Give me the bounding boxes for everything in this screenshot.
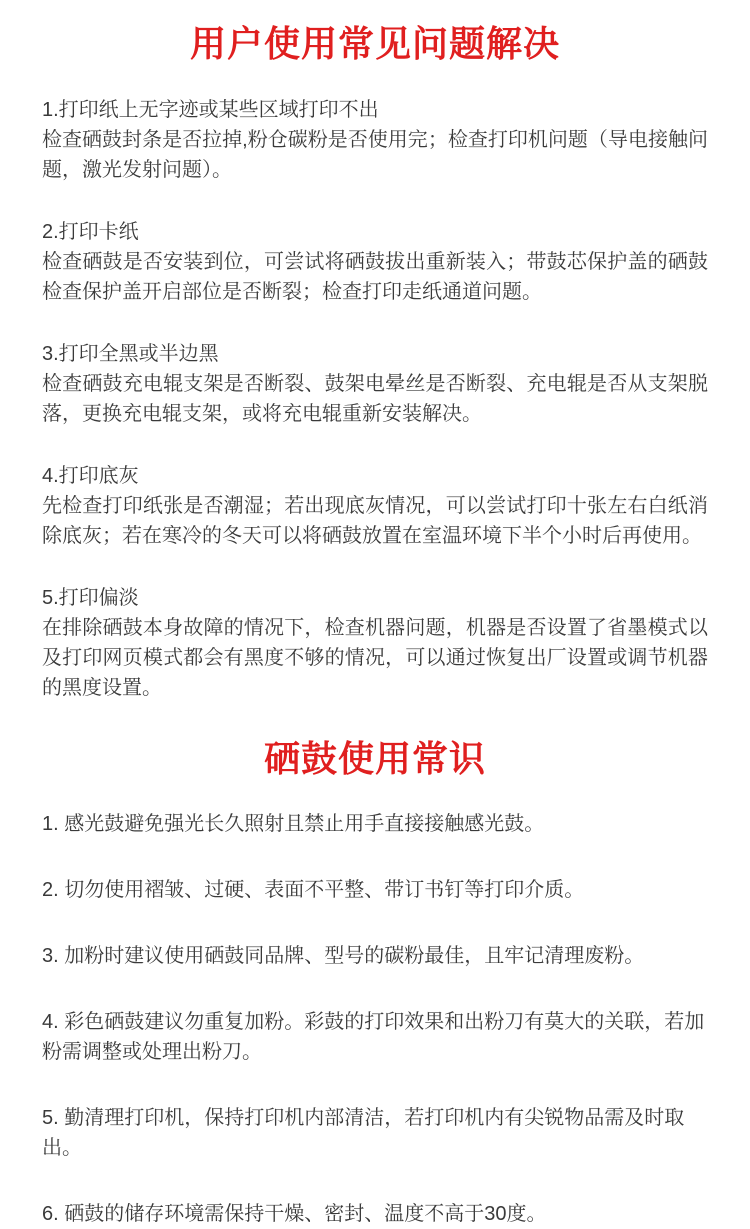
faq-item-body: 检查硒鼓充电辊支架是否断裂、鼓架电晕丝是否断裂、充电辊是否从支架脱落，更换充电辊支架，或将充电辊重新安装解决。 [42,372,708,425]
tips-item: 5. 勤清理打印机，保持打印机内部清洁，若打印机内有尖锐物品需及时取出。 [42,1107,685,1160]
tips-item: 1. 感光鼓避免强光长久照射且禁止用手直接接触感光鼓。 [42,813,545,836]
faq-item-heading: 4.打印底灰 [42,464,139,487]
tips-item: 3. 加粉时建议使用硒鼓同品牌、型号的碳粉最佳，且牢记清理废粉。 [42,945,645,968]
faq-item-heading: 1.打印纸上无字迹或某些区域打印不出 [42,98,379,121]
faq-item-heading: 3.打印全黑或半边黑 [42,342,219,365]
faq-item [42,583,708,703]
tips-item: 2. 切勿使用褶皱、过硬、表面不平整、带订书钉等打印介质。 [42,879,585,902]
page-title-tips: 硒鼓使用常识 [263,737,486,779]
faq-item-heading: 2.打印卡纸 [42,220,139,243]
faq-item-body: 检查硒鼓封条是否拉掉,粉仓碳粉是否使用完；检查打印机问题（导电接触问题，激光发射问题）。 [42,128,708,181]
faq-item [42,461,708,551]
faq-item-body: 先检查打印纸张是否潮湿；若出现底灰情况，可以尝试打印十张左右白纸消除底灰；若在寒冷的冬天可以将硒鼓放置在室温环境下半个小时后再使用。 [42,494,708,547]
faq-item [42,95,708,185]
faq-item [42,339,708,429]
faq-item-body: 在排除硒鼓本身故障的情况下，检查机器问题，机器是否设置了省墨模式以及打印网页模式都会有黑度不够的情况，可以通过恢复出厂设置或调节机器的黑度设置。 [42,616,708,699]
tips-item: 6. 硒鼓的储存环境需保持干燥、密封、温度不高于30度。 [42,1203,547,1226]
faq-item [42,217,708,307]
faq-item-body: 检查硒鼓是否安装到位，可尝试将硒鼓拔出重新装入；带鼓芯保护盖的硒鼓检查保护盖开启部位是否断裂；检查打印走纸通道问题。 [42,250,708,303]
tips-item: 4. 彩色硒鼓建议勿重复加粉。彩鼓的打印效果和出粉刀有莫大的关联，若加粉需调整或处理出粉刀。 [42,1011,705,1064]
page-title-faq: 用户使用常见问题解决 [189,23,560,64]
faq-item-heading: 5.打印偏淡 [42,586,139,609]
